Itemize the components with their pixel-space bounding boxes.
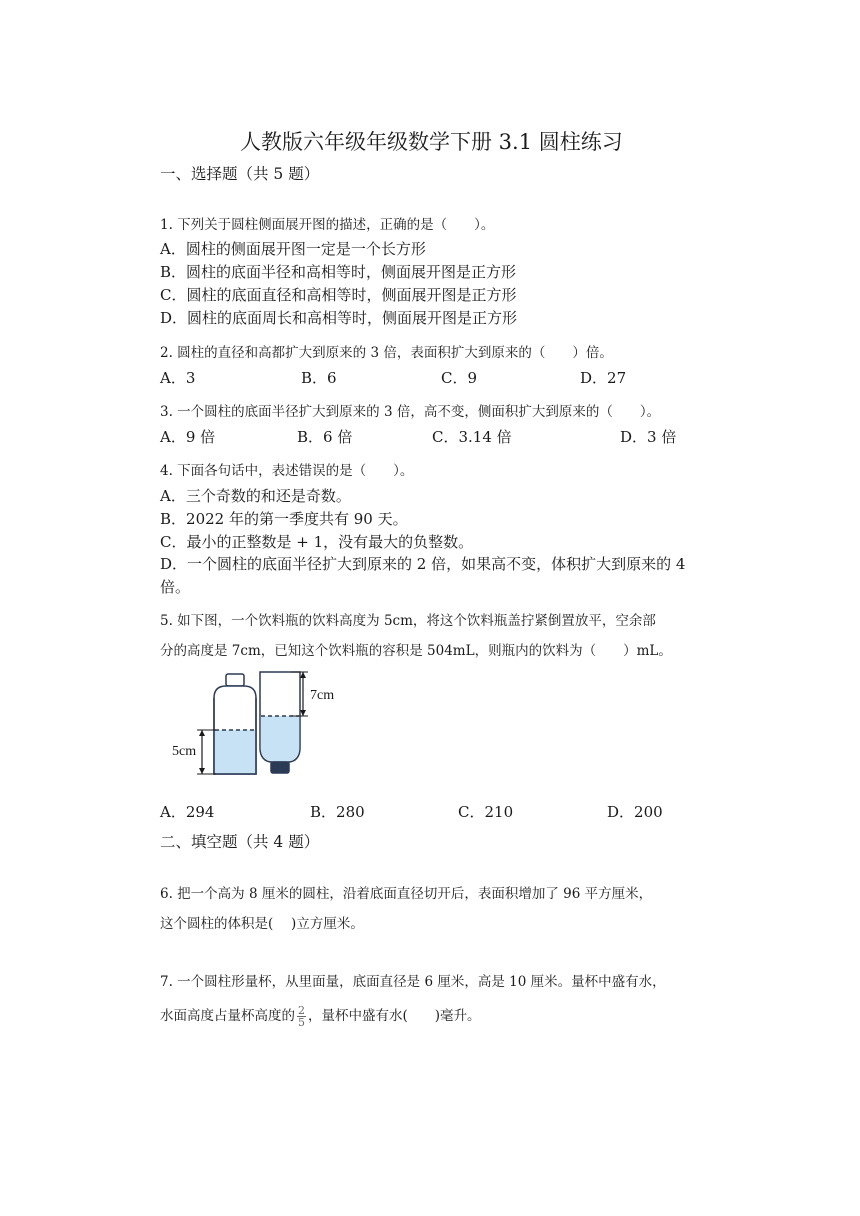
question-3-option-d: D．3 倍 [620,428,677,446]
question-6-line-1: 6. 把一个高为 8 厘米的圆柱，沿着底面直径切开后，表面积增加了 96 平方厘米， [160,886,653,902]
upright-bottle [214,674,256,774]
question-6-line-2: 这个圆柱的体积是( )立方厘米。 [160,916,364,932]
fraction-two-fifths [297,1005,306,1028]
question-4-stem: 4. 下面各句话中，表述错误的是（ ）。 [160,463,414,479]
question-5-option-b: B．280 [310,803,365,821]
question-3-option-b: B．6 倍 [297,428,353,446]
question-1-option-a: A．圆柱的侧面展开图一定是一个长方形 [160,240,426,258]
question-5-option-c: C．210 [458,803,514,821]
fraction-denominator: 5 [298,1016,305,1029]
question-7-line-1: 7. 一个圆柱形量杯，从里面量，底面直径是 6 厘米，高是 10 厘米。量杯中盛有水， [160,974,666,990]
inverted-bottle [260,672,300,773]
question-4-option-d: D．一个圆柱的底面半径扩大到原来的 2 倍，如果高不变，体积扩大到原来的 4 [160,555,686,573]
question-5-stem-line-2: 分的高度是 7cm，已知这个饮料瓶的容积是 504mL，则瓶内的饮料为（ ）mL。 [160,643,672,659]
question-5-option-d: D．200 [607,803,663,821]
question-3-option-c: C．3.14 倍 [432,428,512,446]
question-2-option-c: C．9 [441,369,478,387]
label-7cm: 7cm [310,688,335,703]
page-title: 人教版六年级年级数学下册 3.1 圆柱练习 [240,130,623,154]
question-4-option-a: A．三个奇数的和还是奇数。 [160,487,351,505]
question-1-option-d: D．圆柱的底面周长和高相等时，侧面展开图是正方形 [160,309,518,327]
height-5cm-marker [197,730,216,774]
question-5-option-a: A．294 [160,803,215,821]
fraction-numerator: 2 [298,1004,305,1017]
question-5-stem-line-1: 5. 如下图，一个饮料瓶的饮料高度为 5cm，将这个饮料瓶盖拧紧倒置放平，空余部 [160,613,656,629]
question-4-option-d-continued: 倍。 [160,578,191,596]
question-3-option-a: A．9 倍 [160,428,216,446]
question-7-line-2-start: 水面高度占量杯高度的 [160,1008,295,1024]
question-2-stem: 2. 圆柱的直径和高都扩大到原来的 3 倍，表面积扩大到原来的（ ）倍。 [160,345,613,361]
question-7-line-2 [160,1004,481,1028]
section-heading-fill-in: 二、填空题（共 4 题） [160,833,320,851]
question-1-stem: 1. 下列关于圆柱侧面展开图的描述，正确的是（ ）。 [160,217,495,233]
question-1-option-c: C．圆柱的底面直径和高相等时，侧面展开图是正方形 [160,286,517,304]
question-3-stem: 3. 一个圆柱的底面半径扩大到原来的 3 倍，高不变，侧面积扩大到原来的（ ）。 [160,404,661,420]
question-1-option-b: B．圆柱的底面半径和高相等时，侧面展开图是正方形 [160,263,517,281]
question-4-option-c: C．最小的正整数是 + 1，没有最大的负整数。 [160,533,474,551]
section-heading-choice: 一、选择题（共 5 题） [160,165,320,183]
question-2-option-a: A．3 [160,369,196,387]
label-5cm: 5cm [172,744,197,759]
question-2-option-b: B．6 [301,369,337,387]
bottle-figure [160,664,380,784]
question-4-option-b: B．2022 年的第一季度共有 90 天。 [160,510,408,528]
question-2-option-d: D．27 [580,369,627,387]
question-7-line-2-end: ，量杯中盛有水( )毫升。 [308,1008,481,1024]
